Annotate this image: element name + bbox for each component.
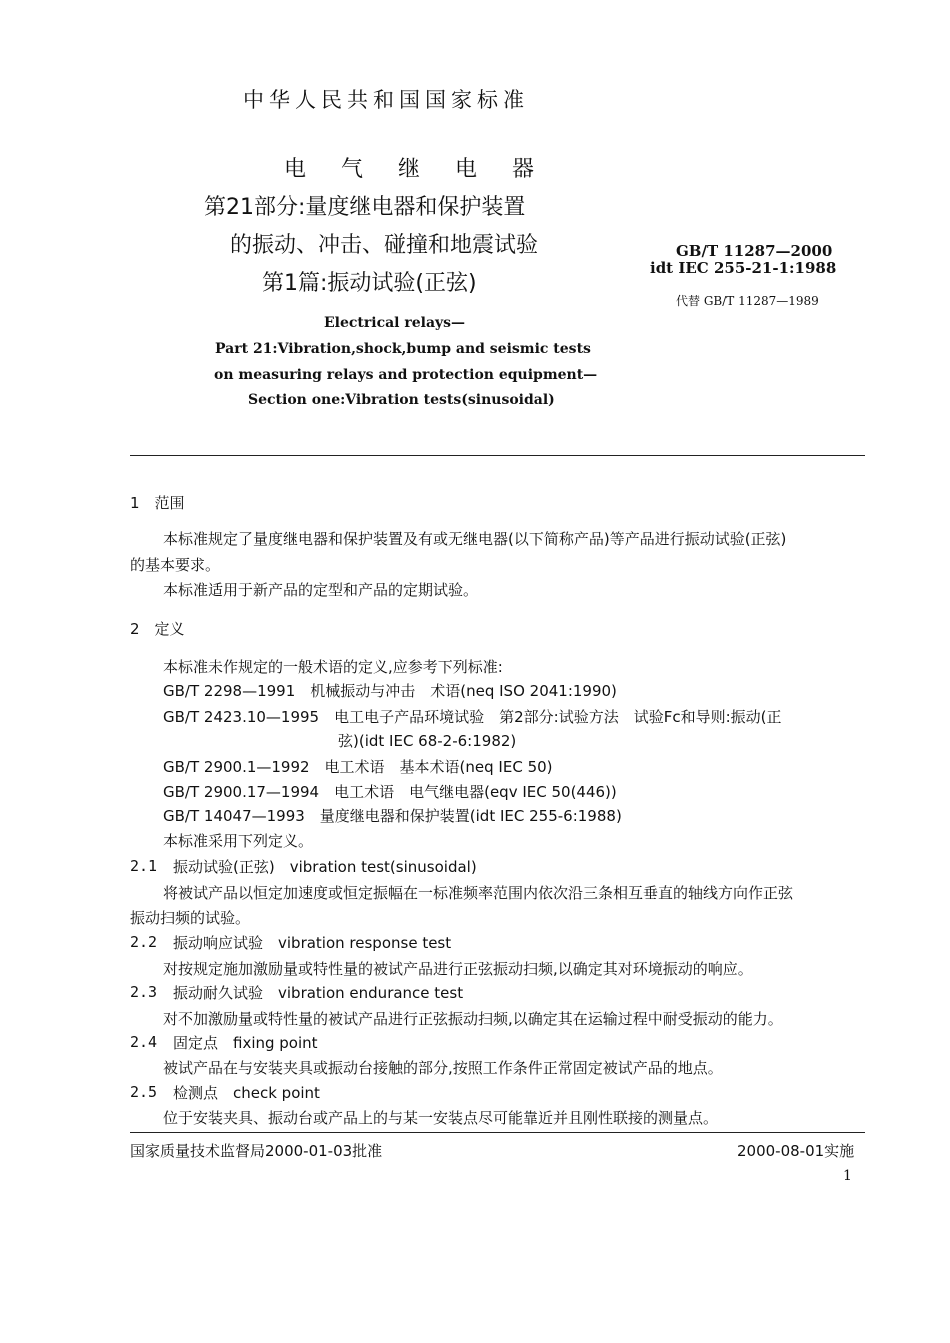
definition-2-4-term: 固定点 fixing point <box>173 1034 318 1052</box>
section-1-heading: 1 范围 <box>130 494 185 512</box>
definition-2-2-text-1: 对按规定施加激励量或特性量的被试产品进行正弦振动扫频,以确定其对环境振动的响应。 <box>163 960 753 978</box>
definition-2-2-term: 振动响应试验 vibration response test <box>173 934 452 952</box>
national-standard-title: 中华人民共和国国家标准 <box>243 88 529 112</box>
section-2-adopt: 本标准采用下列定义。 <box>163 832 314 850</box>
section-1-para-1a: 本标准规定了量度继电器和保护装置及有或无继电器(以下简称产品)等产品进行振动试验(正弦) <box>163 530 787 548</box>
section-2-intro: 本标准未作规定的一般术语的定义,应参考下列标准: <box>163 658 503 676</box>
section-1-para-2: 本标准适用于新产品的定型和产品的定期试验。 <box>163 581 479 599</box>
reference-gbt-14047: GB/T 14047—1993 量度继电器和保护装置(idt IEC 255-6:1988) <box>163 807 622 825</box>
definition-2-1-text-1: 将被试产品以恒定加速度或恒定振幅在一标准频率范围内依次沿三条相互垂直的轴线方向作正弦 <box>163 884 794 902</box>
definition-2-1-text-2: 振动扫频的试验。 <box>130 909 251 927</box>
title-en-line-1: Electrical relays— <box>324 315 466 331</box>
title-cn-line-2: 第21部分:量度继电器和保护装置 <box>204 195 526 220</box>
definition-2-3-term: 振动耐久试验 vibration endurance test <box>173 984 464 1002</box>
definition-2-1-number: 2.1 <box>130 857 158 875</box>
header-divider <box>130 455 865 456</box>
definition-2-5-number: 2.5 <box>130 1083 158 1101</box>
definition-2-2-number: 2.2 <box>130 933 158 951</box>
approval-note: 国家质量技术监督局2000-01-03批准 <box>130 1142 383 1160</box>
reference-gbt-2900-17: GB/T 2900.17—1994 电工术语 电气继电器(eqv IEC 50(446)) <box>163 783 617 801</box>
page-number: 1 <box>843 1168 852 1184</box>
definition-2-5-term: 检测点 check point <box>173 1084 320 1102</box>
section-1-para-1b: 的基本要求。 <box>130 556 221 574</box>
idt-reference: idt IEC 255-21-1:1988 <box>650 259 837 277</box>
definition-2-4-text-1: 被试产品在与安装夹具或振动台接触的部分,按照工作条件正常固定被试产品的地点。 <box>163 1059 723 1077</box>
definition-2-3-number: 2.3 <box>130 983 158 1001</box>
reference-gbt-2423-10: GB/T 2423.10—1995 电工电子产品环境试验 第2部分:试验方法 试验Fc和导则:振动(正 <box>163 708 782 726</box>
definition-2-1-term: 振动试验(正弦) vibration test(sinusoidal) <box>173 858 477 876</box>
definition-2-5-text-1: 位于安装夹具、振动台或产品上的与某一安装点尽可能靠近并且刚性联接的测量点。 <box>163 1109 719 1127</box>
title-cn-line-3: 的振动、冲击、碰撞和地震试验 <box>230 233 539 258</box>
replaces-note: 代替 GB/T 11287—1989 <box>676 294 819 308</box>
title-cn-line-4: 第1篇:振动试验(正弦) <box>262 271 477 296</box>
title-en-line-4: Section one:Vibration tests(sinusoidal) <box>248 392 555 408</box>
definition-2-3-text-1: 对不加激励量或特性量的被试产品进行正弦振动扫频,以确定其在运输过程中耐受振动的能力。 <box>163 1010 783 1028</box>
reference-gbt-2423-10-cont: 弦)(idt IEC 68-2-6:1982) <box>338 732 517 750</box>
definition-2-4-number: 2.4 <box>130 1033 158 1051</box>
standard-number: GB/T 11287—2000 <box>676 242 833 260</box>
reference-gbt-2298: GB/T 2298—1991 机械振动与冲击 术语(neq ISO 2041:1990) <box>163 682 617 700</box>
reference-gbt-2900-1: GB/T 2900.1—1992 电工术语 基本术语(neq IEC 50) <box>163 758 553 776</box>
title-en-line-2: Part 21:Vibration,shock,bump and seismic tests <box>215 341 591 357</box>
section-2-heading: 2 定义 <box>130 620 185 638</box>
title-cn-line-1: 电 气 继 电 器 <box>284 157 536 182</box>
effective-date: 2000-08-01实施 <box>737 1142 855 1160</box>
footer-divider <box>130 1132 865 1133</box>
title-en-line-3: on measuring relays and protection equipment— <box>214 367 598 383</box>
